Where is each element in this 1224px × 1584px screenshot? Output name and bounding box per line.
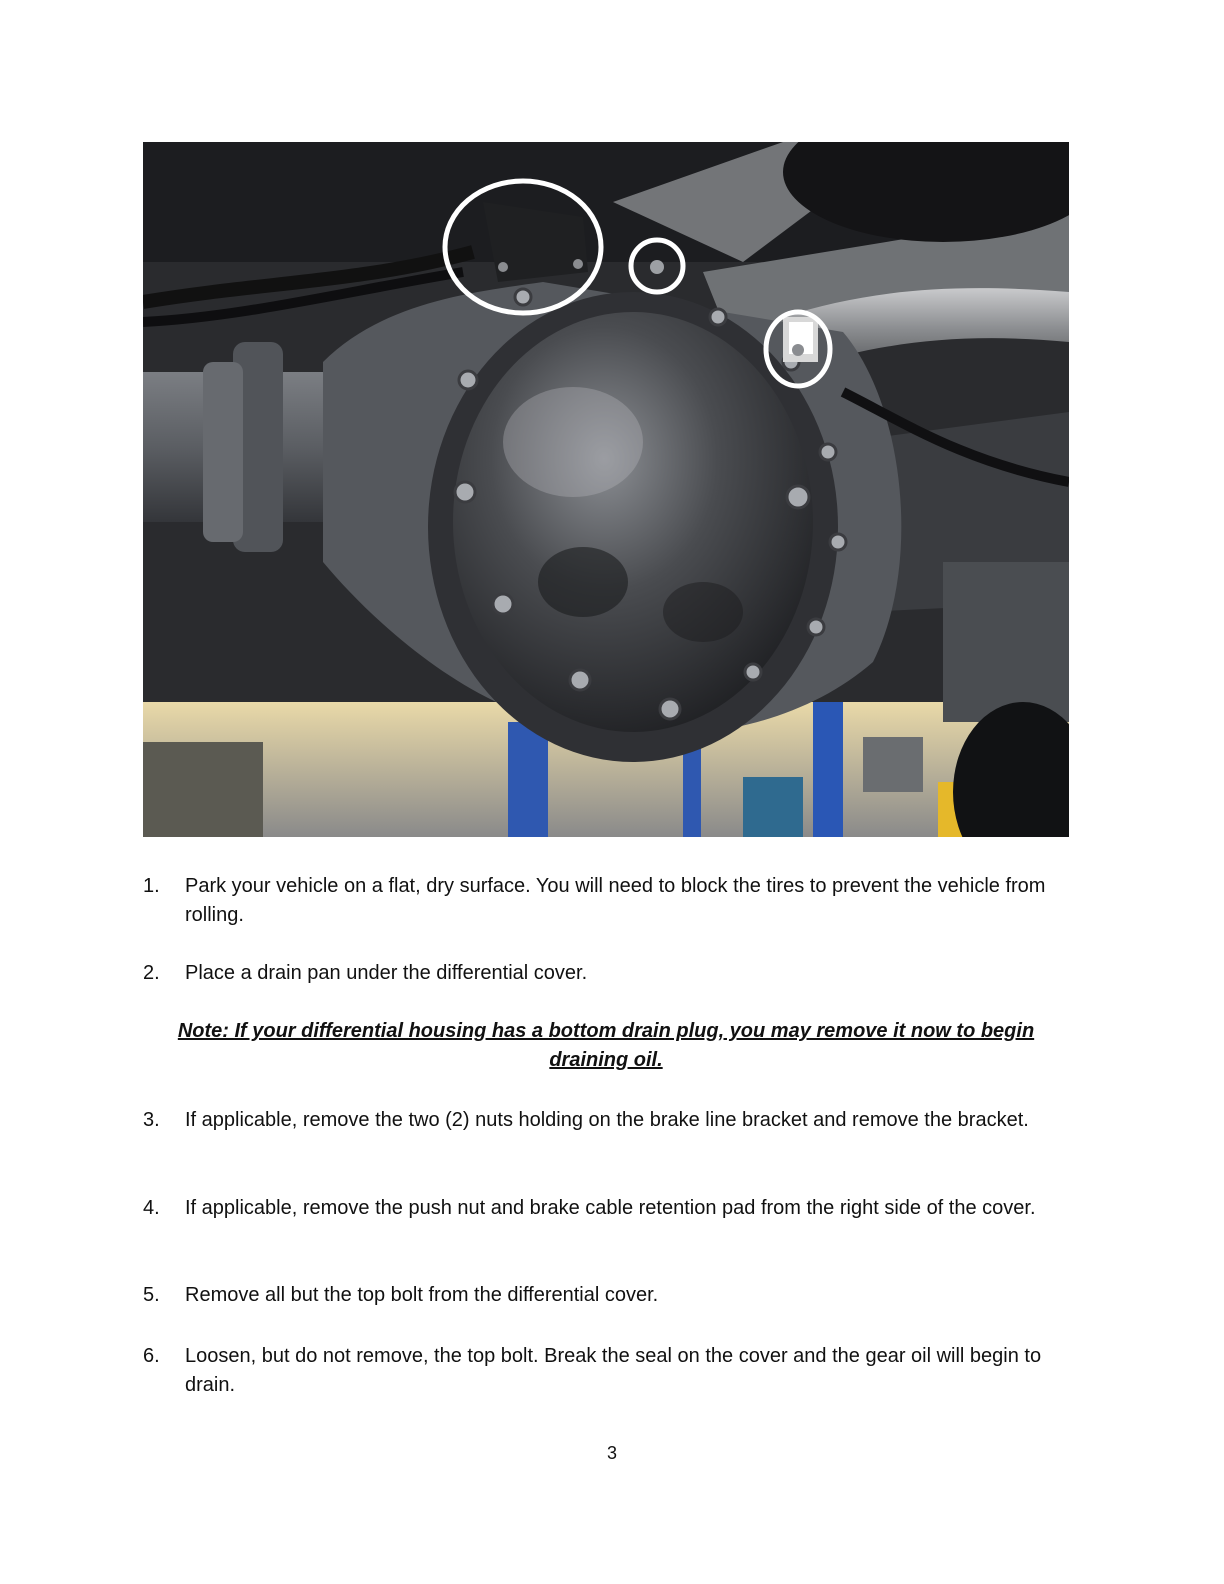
step-number: 5. <box>143 1284 160 1306</box>
step-number: 4. <box>143 1197 160 1219</box>
page-number: 3 <box>606 1443 617 1463</box>
step-text: Place a drain pan under the differential cover. <box>185 962 588 984</box>
step-text: Remove all but the top bolt from the differential cover. <box>185 1284 659 1306</box>
step-text: If applicable, remove the push nut and brake cable retention pad from the right side of the cover. <box>185 1197 1036 1219</box>
step-text: If applicable, remove the two (2) nuts holding on the brake line bracket and remove the bracket. <box>185 1109 1029 1131</box>
step-number: 2. <box>143 962 160 984</box>
differential-photo <box>143 142 1069 837</box>
step-number: 1. <box>143 875 160 897</box>
step-number: 6. <box>143 1345 160 1367</box>
step-text: Loosen, but do not remove, the top bolt. Break the seal on the cover and the gear oil will begin to drain. <box>185 1345 1042 1396</box>
differential-photo-illustration <box>143 142 1069 837</box>
step-number: 3. <box>143 1109 160 1131</box>
step-text: Park your vehicle on a flat, dry surface. You will need to block the tires to prevent the vehicle from rolling. <box>185 875 1046 926</box>
drain-plug-note: Note: If your differential housing has a bottom drain plug, you may remove it now to begin draining oil. <box>177 1020 1035 1071</box>
